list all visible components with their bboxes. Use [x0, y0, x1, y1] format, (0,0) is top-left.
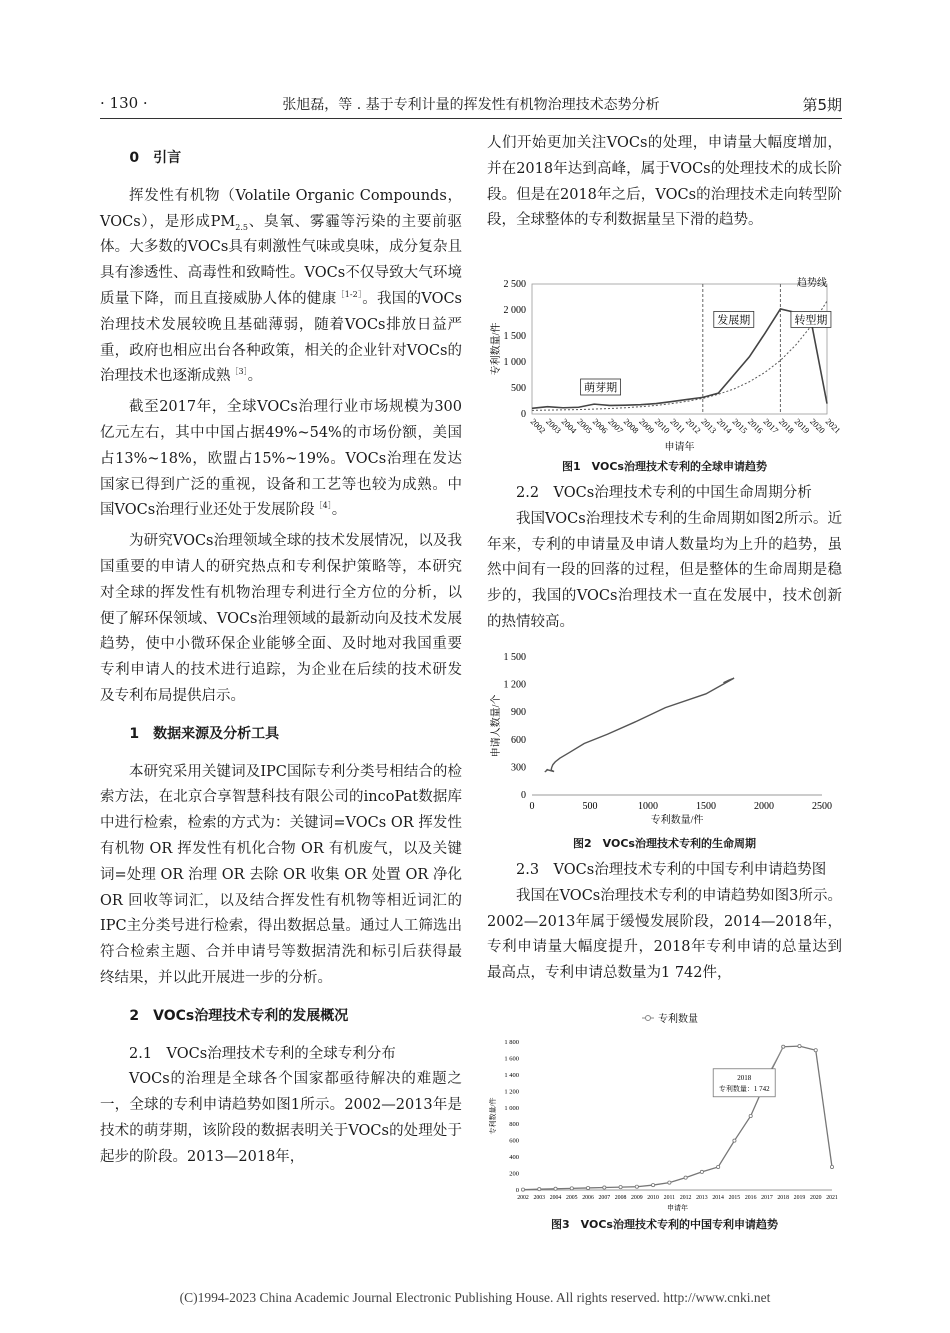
- trend-label: 趋势线: [797, 278, 827, 289]
- x-tick-label: 2013: [696, 1195, 708, 1201]
- data-point: [619, 1186, 622, 1189]
- y-tick-label: 2 500: [503, 279, 526, 290]
- y-tick-label: 1 400: [504, 1071, 519, 1079]
- y-tick-label: 400: [509, 1154, 519, 1162]
- y-tick-label: 500: [511, 383, 526, 394]
- x-tick-label: 1500: [696, 801, 716, 812]
- data-point: [652, 1183, 655, 1186]
- x-tick-label: 2017: [761, 1195, 773, 1201]
- data-point: [700, 1170, 703, 1173]
- data-point: [586, 1186, 589, 1189]
- annotation-year: 2018: [737, 1073, 752, 1082]
- y-tick-label: 1 500: [503, 652, 526, 663]
- x-tick-label: 2019: [793, 1195, 806, 1201]
- y-axis-title: 专利数量/件: [489, 1097, 497, 1135]
- data-point: [538, 1188, 541, 1191]
- data-point: [603, 1186, 606, 1189]
- x-tick-label: 2016: [745, 416, 766, 436]
- page-number: · 130 ·: [100, 94, 148, 112]
- paragraph-lifecycle: 我国VOCs治理技术专利的生命周期如图2所示。近年来，专利的申请量及申请人数量均为上升的趋势，虽然中间有一段的回落的过程，但是整体的生命周期是稳步的，我国的VOCs治理技术一直在发展中，技术创新的热情较高。: [487, 510, 842, 630]
- legend-label: 专利数量: [658, 1014, 698, 1025]
- x-tick-label: 2018: [777, 416, 797, 436]
- x-tick-label: 2002: [517, 1195, 529, 1201]
- header-rule: [100, 118, 842, 119]
- x-tick-label: 2014: [714, 416, 734, 436]
- y-tick-label: 2 000: [503, 305, 526, 316]
- section-1-heading: 1 数据来源及分析工具: [129, 725, 280, 742]
- figure-2-caption: 图2 VOCs治理技术专利的生命周期: [573, 837, 756, 850]
- trend-line: [532, 301, 827, 410]
- annotation-leader: [771, 1047, 783, 1069]
- x-tick-label: 2015: [730, 416, 750, 436]
- y-tick-label: 0: [515, 1187, 519, 1194]
- issue-number: 第5期: [802, 96, 842, 114]
- y-tick-label: 0: [521, 790, 526, 801]
- x-tick-label: 0: [529, 801, 535, 812]
- x-tick-label: 2009: [637, 416, 657, 436]
- x-tick-label: 2006: [590, 416, 610, 436]
- x-tick-label: 2018: [777, 1195, 790, 1201]
- x-tick-label: 2500: [812, 801, 832, 812]
- x-tick-label: 2020: [808, 416, 828, 436]
- y-tick-label: 900: [511, 707, 526, 719]
- x-tick-label: 2012: [679, 1195, 692, 1201]
- stage-label: 发展期: [717, 314, 751, 327]
- x-tick-label: 2003: [544, 416, 564, 436]
- y-tick-label: 1 000: [503, 357, 526, 368]
- data-point: [554, 1187, 557, 1190]
- x-tick-label: 2015: [728, 1195, 741, 1201]
- x-tick-label: 2004: [549, 1195, 562, 1201]
- stage-label: 转型期: [794, 314, 828, 327]
- x-tick-label: 2010: [652, 416, 672, 436]
- x-tick-label: 2016: [744, 1195, 757, 1201]
- data-point: [749, 1114, 752, 1117]
- lifecycle-line: [545, 678, 734, 772]
- x-tick-label: 2008: [621, 416, 641, 436]
- x-tick-label: 2011: [668, 416, 688, 436]
- stage-label: 萌芽期: [584, 382, 618, 394]
- x-tick-label: 2020: [809, 1195, 822, 1201]
- data-point: [668, 1181, 671, 1184]
- right-column-middle: [487, 481, 842, 636]
- x-tick-label: 1000: [638, 801, 658, 812]
- x-tick-label: 2019: [792, 416, 812, 436]
- data-point: [798, 1045, 801, 1048]
- x-tick-label: 2005: [565, 1195, 578, 1201]
- data-point: [830, 1165, 833, 1168]
- y-tick-label: 0: [521, 409, 526, 420]
- y-tick-label: 200: [509, 1170, 519, 1178]
- x-tick-label: 2003: [533, 1195, 546, 1201]
- x-tick-label: 2008: [614, 1195, 627, 1201]
- plot-frame: [532, 284, 827, 414]
- series-line-patents: [523, 1046, 832, 1189]
- data-point: [570, 1187, 573, 1190]
- y-tick-label: 1 200: [504, 1088, 519, 1096]
- figure-1-chart: [487, 272, 847, 452]
- figure-2-chart: [487, 645, 847, 825]
- y-tick-label: 600: [509, 1137, 519, 1145]
- left-column: [100, 146, 462, 1170]
- x-tick-label: 2000: [754, 801, 774, 812]
- data-point: [717, 1165, 720, 1168]
- data-point: [521, 1188, 524, 1191]
- y-axis-title: 专利数量/件: [491, 322, 502, 376]
- x-tick-label: 2006: [582, 1195, 594, 1201]
- x-tick-label: 2021: [823, 416, 843, 436]
- section-2-1-heading: 2.1 VOCs治理技术专利的全球专利分布: [129, 1045, 396, 1062]
- x-tick-label: 2017: [761, 416, 781, 436]
- paragraph-data-source: 本研究采用关键词及IPC国际专利分类号相结合的检索方法，在北京合享智慧科技有限公司的incoPat数据库中进行检索，检索的方式为：关键词=VOCs OR 挥发性有机物 OR 挥发性有机化合物 OR 有机废气，以及关键词=处理 OR 治理 OR 去除 OR 收集 OR 处置 OR 净化 OR 回收等词汇，以及结合挥发性有机物等相近词汇的IPC主分类号进行检索，得出数据总量。通过人工筛选出符合检索主题、合并申请号等数据清洗和标引后获得最终结果，并以此开展进一步的分析。: [100, 763, 462, 986]
- x-tick-label: 2007: [598, 1195, 611, 1201]
- x-tick-label: 2009: [631, 1195, 643, 1201]
- figure-1-caption: 图1 VOCs治理技术专利的全球申请趋势: [562, 460, 767, 473]
- x-tick-label: 2014: [712, 1195, 724, 1201]
- x-tick-label: 2013: [699, 416, 719, 436]
- y-tick-label: 1 000: [504, 1104, 519, 1112]
- paragraph-global-distribution: VOCs的治理是全球各个国家都亟待解决的难题之一，全球的专利申请趋势如图1所示。2002—2013年是技术的萌芽期，该阶段的数据表明关于VOCs的处理处于起步的阶段。2013—2018年，: [100, 1071, 462, 1165]
- section-2-2-heading: 2.2 VOCs治理技术专利的中国生命周期分析: [516, 485, 812, 501]
- x-tick-label: 2005: [575, 416, 595, 436]
- y-axis-title: 申请人数量/个: [491, 694, 502, 758]
- y-tick-label: 1 500: [503, 331, 526, 342]
- y-tick-label: 1 200: [503, 679, 526, 691]
- paragraph-intro-1: 挥发性有机物（Volatile Organic Compounds，VOCs），是形成$PM_{2.5}$、臭氧、雾霾等污染的主要前驱体。大多数的VOCs具有刺激性气味或臭味，成分复杂且具有渗透性、高毒性和致畸性。VOCs不仅导致大气环境质量下降，而且直接威胁人体的健康$^{[1-2]}$。我国的VOCs治理技术发展较晚且基础薄弱，随着VOCs排放日益严重，政府也相应出台各种政策，相关的企业针对VOCs的治理技术也逐渐成熟$^{[3]}$。: [100, 187, 463, 385]
- page-header: [100, 92, 842, 116]
- x-tick-label: 2004: [559, 416, 579, 436]
- x-tick-label: 2021: [826, 1195, 838, 1201]
- paragraph-intro-3: 为研究VOCs治理领域全球的技术发展情况，以及我国重要的申请人的研究热点和专利保护策略等，本研究对全球的挥发性有机物治理专利进行全方位的分析，以便了解环保领域、VOCs治理领域的最新动向及技术发展趋势，使中小微环保企业能够全面、及时地对我国重要专利申请人的技术进行追踪，为企业在后续的技术研发及专利布局提供启示。: [100, 533, 462, 704]
- x-tick-label: 2010: [647, 1195, 659, 1201]
- data-point: [814, 1049, 817, 1052]
- section-2-heading: 2 VOCs治理技术专利的发展概况: [129, 1007, 349, 1024]
- y-tick-label: 300: [511, 762, 526, 774]
- data-point: [733, 1139, 736, 1142]
- right-column-top: [487, 131, 842, 234]
- legend-marker: [646, 1016, 651, 1021]
- figure-3-caption: 图3 VOCs治理技术专利的中国专利申请趋势: [551, 1218, 778, 1231]
- x-tick-label: 2007: [606, 416, 626, 436]
- data-point: [635, 1185, 638, 1188]
- y-tick-label: 1 600: [504, 1055, 519, 1063]
- paragraph-global-distribution-cont: 人们开始更加关注VOCs的处理，申请量大幅度增加，并在2018年达到高峰，属于VOCs的处理技术的成长阶段。但是在2018年之后，VOCs的治理技术走向转型阶段，全球整体的专利数据量呈下滑的趋势。: [487, 135, 842, 229]
- running-title: 张旭磊，等 . 基于专利计量的挥发性有机物治理技术态势分析: [282, 97, 660, 113]
- y-tick-label: 1 800: [504, 1039, 519, 1046]
- x-axis-title: 专利数量/件: [650, 815, 704, 825]
- right-column-lower: [487, 858, 842, 987]
- x-axis-title: 申请年: [664, 442, 695, 452]
- figure-3-chart: [487, 1010, 847, 1215]
- x-tick-label: 2012: [683, 416, 703, 436]
- copyright-footer: (C)1994-2023 China Academic Journal Electronic Publishing House. All rights reserved. http://www.cnki.net: [179, 1290, 771, 1305]
- x-tick-label: 2011: [663, 1195, 676, 1201]
- annotation-value: 专利数量：1 742: [718, 1084, 770, 1093]
- y-tick-label: 600: [511, 734, 526, 746]
- section-0-heading: 0 引言: [129, 150, 182, 166]
- data-point: [684, 1176, 687, 1179]
- y-tick-label: 800: [509, 1121, 519, 1129]
- section-2-3-heading: 2.3 VOCs治理技术专利的中国专利申请趋势图: [516, 862, 827, 878]
- x-axis-title: 申请年: [667, 1204, 688, 1212]
- paragraph-china-trend: 我国在VOCs治理技术专利的申请趋势如图3所示。2002—2013年属于缓慢发展阶段，2014—2018年，专利申请量大幅度提升，2018年专利申请的总量达到最高点，专利申请总数量为1 742件，: [487, 887, 842, 982]
- x-tick-label: 500: [582, 801, 598, 812]
- x-tick-label: 2002: [528, 416, 548, 436]
- paragraph-intro-2: 截至2017年，全球VOCs治理行业市场规模为300亿元左右，其中中国占据49%~54%的市场份额，美国占13%~18%，欧盟占15%~19%。VOCs治理在发达国家已得到广泛的重视，设备和工艺等也较为成熟。中国VOCs治理行业还处于发展阶段$^{[4]}$。: [100, 399, 462, 519]
